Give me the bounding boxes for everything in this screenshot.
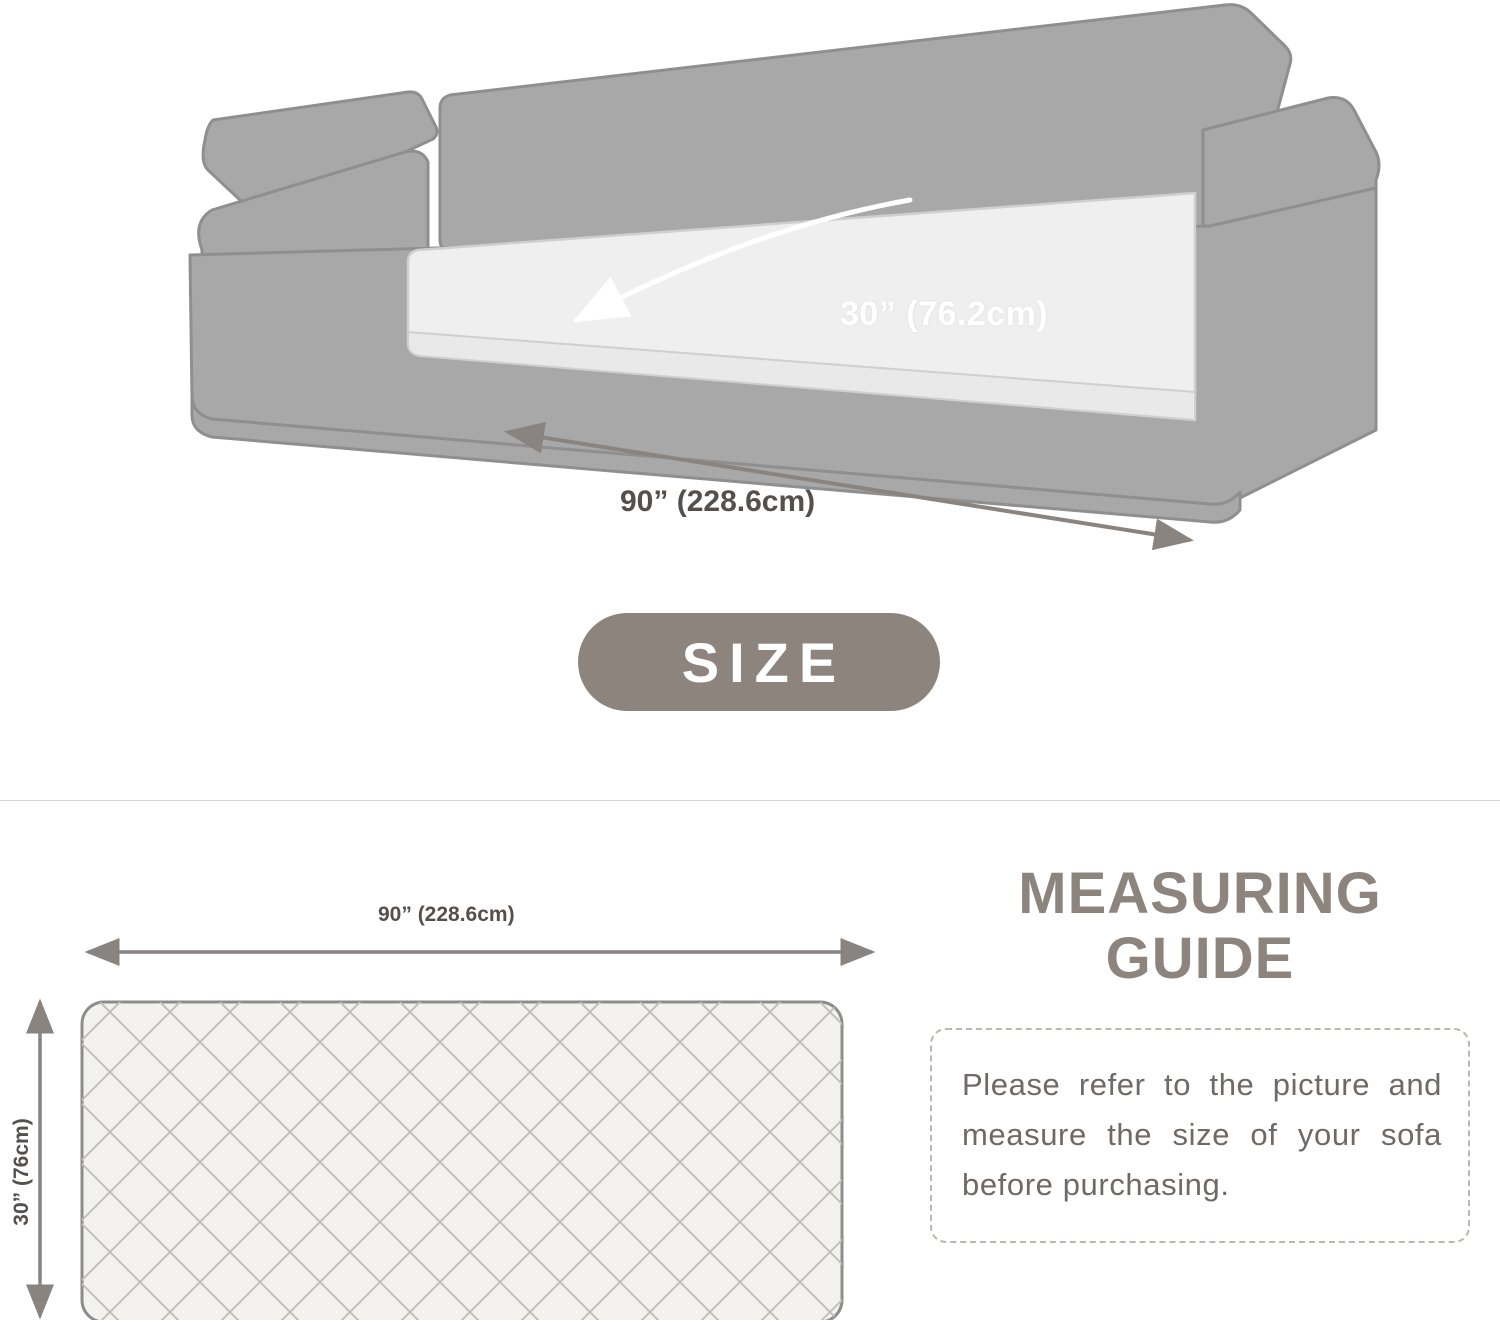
size-badge bbox=[578, 613, 940, 711]
measuring-guide-note-box bbox=[930, 1028, 1470, 1243]
section-divider bbox=[0, 800, 1500, 801]
pad-width-label: 90” (228.6cm) bbox=[378, 903, 515, 926]
pad-diagram bbox=[0, 880, 900, 1320]
measuring-guide-title-line-2: GUIDE bbox=[1105, 925, 1295, 991]
measuring-guide bbox=[930, 862, 1470, 1243]
seat-depth-label: 30” (76.2cm) bbox=[840, 295, 1049, 333]
measuring-guide-note-text: Please refer to the picture and measure the size of your sofa before purchasing. bbox=[962, 1066, 1442, 1203]
sofa-width-label: 90” (228.6cm) bbox=[620, 485, 816, 518]
pad-body bbox=[82, 1002, 842, 1320]
measuring-guide-title-line-1: MEASURING bbox=[1018, 861, 1382, 926]
pad-height-label: 30” (76cm) bbox=[10, 1118, 33, 1226]
size-badge-label: SIZE bbox=[681, 630, 847, 694]
